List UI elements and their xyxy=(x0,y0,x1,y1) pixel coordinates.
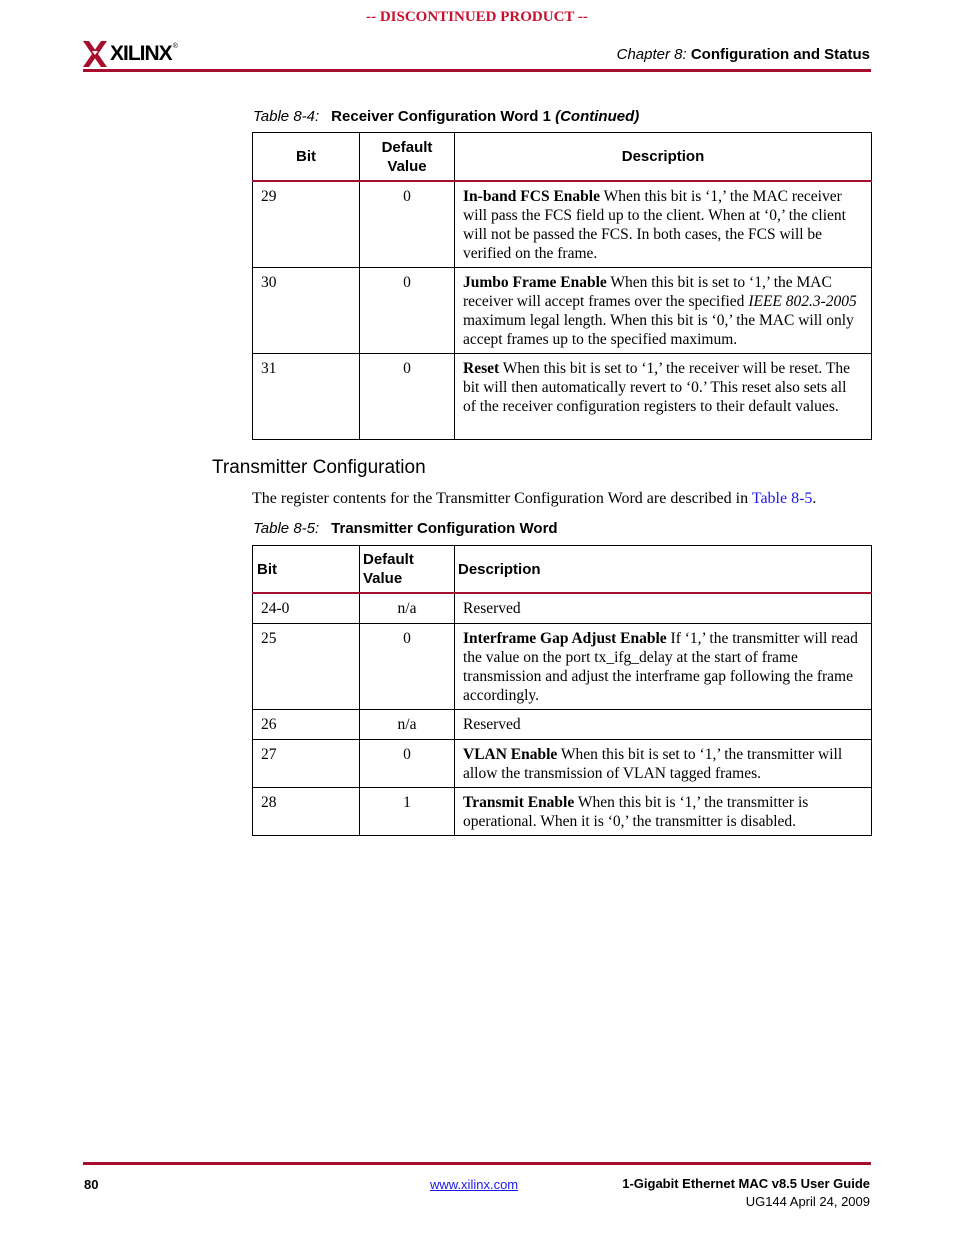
document-id: UG144 April 24, 2009 xyxy=(745,1194,870,1209)
table1-label: Table 8-4: xyxy=(253,108,320,125)
transmitter-config-table xyxy=(252,545,872,836)
table-header-row xyxy=(253,546,872,594)
cell-description: Transmit Enable When this bit is ‘1,’ the transmitter is operational. When it is ‘0,’ the transmitter is disabled. xyxy=(455,787,872,835)
column-header-default-value: Default Value xyxy=(360,133,455,182)
receiver-config-table xyxy=(252,132,872,440)
table2-caption xyxy=(253,520,558,537)
cell-bit: 26 xyxy=(253,709,360,739)
registered-mark: ® xyxy=(172,43,178,50)
cell-bit: 25 xyxy=(253,623,360,709)
table-row xyxy=(253,709,872,739)
column-header-bit: Bit xyxy=(253,546,360,594)
table2-title: Transmitter Configuration Word xyxy=(331,520,558,537)
table-row xyxy=(253,353,872,439)
xilinx-logo xyxy=(83,40,178,68)
cell-description: Interframe Gap Adjust Enable If ‘1,’ the transmitter will read the value on the port tx_ifg_delay at the start of frame transmission and adjust the interframe gap following the frame accordingly. xyxy=(455,623,872,709)
cell-bit: 24-0 xyxy=(253,593,360,623)
chapter-label: Chapter 8: xyxy=(616,46,687,63)
cell-description: VLAN Enable When this bit is set to ‘1,’ the transmitter will allow the transmission of VLAN tagged frames. xyxy=(455,739,872,787)
table-row xyxy=(253,593,872,623)
logo-wordmark: XILINX xyxy=(110,42,172,65)
cell-default: n/a xyxy=(360,709,455,739)
cell-description: Jumbo Frame Enable When this bit is set to ‘1,’ the MAC receiver will accept frames over the specified IEEE 802.3-2005 maximum legal length. When this bit is ‘0,’ the MAC will only accept frames up to the specified maximum. xyxy=(455,267,872,353)
footer-rule xyxy=(83,1162,871,1165)
page-number: 80 xyxy=(84,1177,99,1192)
table2-label: Table 8-5: xyxy=(253,520,320,537)
discontinued-banner: -- DISCONTINUED PRODUCT -- xyxy=(366,9,588,25)
intro-paragraph: The register contents for the Transmitter Configuration Word are described in Table 8-5. xyxy=(252,490,817,507)
cell-default: 1 xyxy=(360,787,455,835)
guide-title: 1-Gigabit Ethernet MAC v8.5 User Guide xyxy=(622,1176,870,1191)
cell-description: Reset When this bit is set to ‘1,’ the receiver will be reset. The bit will then automatically revert to ‘0.’ This reset also sets all of the receiver configuration registers to their default values. xyxy=(455,353,872,439)
website-link[interactable]: www.xilinx.com xyxy=(430,1177,519,1192)
table-row xyxy=(253,267,872,353)
cell-default: 0 xyxy=(360,739,455,787)
header-rule xyxy=(83,69,871,72)
column-header-description: Description xyxy=(455,133,872,182)
table-8-5-link[interactable]: Table 8-5 xyxy=(751,490,813,507)
cell-description: In-band FCS Enable When this bit is ‘1,’ the MAC receiver will pass the FCS field up to the client. When at ‘0,’ the client will not be passed the FCS. In both cases, the FCS will be verified on the frame. xyxy=(455,181,872,267)
column-header-description: Description xyxy=(455,546,872,594)
cell-bit: 29 xyxy=(253,181,360,267)
cell-default: 0 xyxy=(360,181,455,267)
table1-title-suffix: (Continued) xyxy=(555,108,640,125)
chapter-title: Configuration and Status xyxy=(690,46,870,63)
cell-bit: 31 xyxy=(253,353,360,439)
table-row xyxy=(253,739,872,787)
xilinx-logo-icon xyxy=(83,41,107,67)
table1-title: Receiver Configuration Word 1 xyxy=(331,108,551,125)
column-header-bit: Bit xyxy=(253,133,360,182)
cell-description: Reserved xyxy=(455,593,872,623)
cell-default: n/a xyxy=(360,593,455,623)
table-row xyxy=(253,623,872,709)
chapter-heading xyxy=(617,46,870,63)
cell-default: 0 xyxy=(360,353,455,439)
cell-bit: 28 xyxy=(253,787,360,835)
table1-caption xyxy=(253,108,639,125)
column-header-default-value: Default Value xyxy=(360,546,455,594)
table-header-row xyxy=(253,133,872,182)
table-row xyxy=(253,181,872,267)
cell-default: 0 xyxy=(360,623,455,709)
cell-description: Reserved xyxy=(455,709,872,739)
cell-default: 0 xyxy=(360,267,455,353)
cell-bit: 30 xyxy=(253,267,360,353)
table-row xyxy=(253,787,872,835)
section-heading: Transmitter Configuration xyxy=(212,457,426,478)
cell-bit: 27 xyxy=(253,739,360,787)
